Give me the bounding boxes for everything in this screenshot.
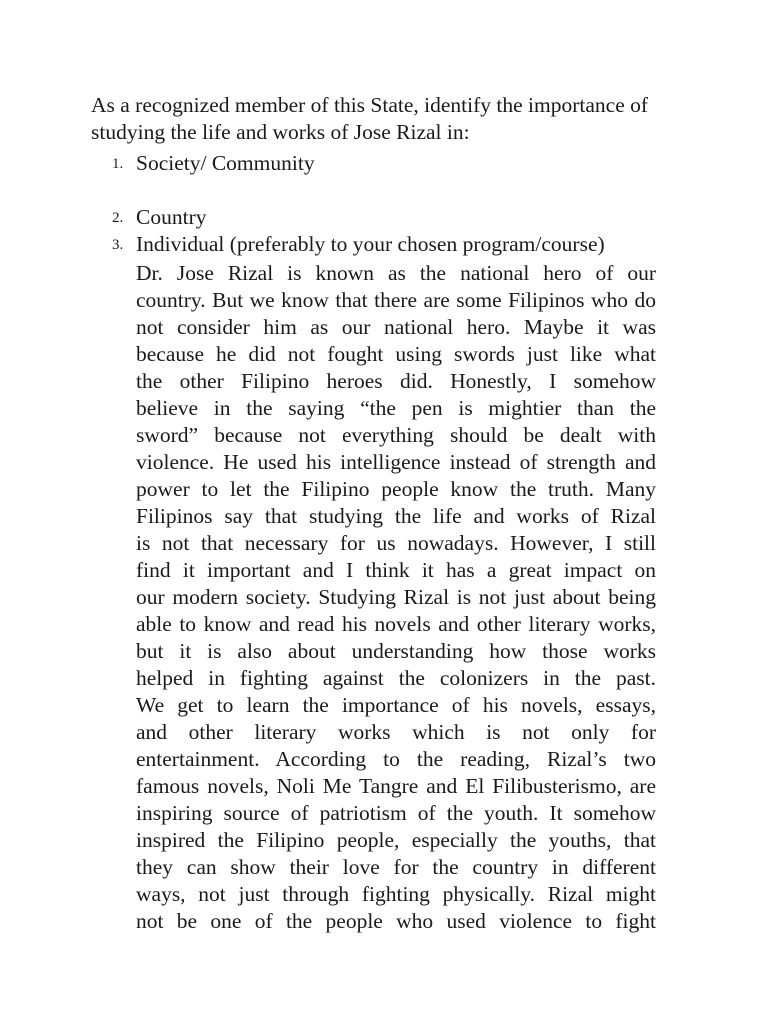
list-item-number: 3. (112, 237, 124, 253)
answer-line: our modern society. Studying Rizal is not just about being (136, 585, 656, 609)
answer-line: Filipinos say that studying the life and works of Rizal (136, 504, 656, 528)
answer-line: power to let the Filipino people know the truth. Many (136, 477, 656, 501)
answer-line: the other Filipino heroes did. Honestly, I somehow (136, 369, 656, 393)
answer-line: not consider him as our national hero. Maybe it was (136, 315, 656, 339)
answer-line: ways, not just through fighting physically. Rizal might (136, 882, 656, 906)
list-item-text: Country (136, 205, 207, 229)
question-prompt-line: As a recognized member of this State, identify the importance of (91, 93, 649, 117)
answer-line: famous novels, Noli Me Tangre and El Filibusterismo, are (136, 774, 656, 798)
answer-line: violence. He used his intelligence instead of strength and (136, 450, 656, 474)
question-prompt (91, 92, 701, 146)
answer-line: but it is also about understanding how those works (136, 639, 656, 663)
question-prompt-line: studying the life and works of Jose Rizal in: (91, 120, 470, 144)
answer-line: they can show their love for the country in different (136, 855, 656, 879)
answer-line: inspiring source of patriotism of the youth. It somehow (136, 801, 656, 825)
list-item-number: 1. (112, 156, 124, 172)
answer-line: not be one of the people who used violence to fight (136, 909, 656, 933)
answer-line: inspired the Filipino people, especially the youths, that (136, 828, 656, 852)
answer-line: sword” because not everything should be dealt with (136, 423, 656, 447)
list-item-text: Society/ Community (136, 151, 315, 175)
answer-line: able to know and read his novels and other literary works, (136, 612, 656, 636)
answer-line: find it important and I think it has a great impact on (136, 558, 656, 582)
list-item-text: Individual (preferably to your chosen program/course) (136, 232, 605, 256)
answer-line: entertainment. According to the reading, Rizal’s two (136, 747, 656, 771)
answer-line: Dr. Jose Rizal is known as the national hero of our (136, 261, 656, 285)
answer-paragraph (136, 260, 656, 935)
answer-line: because he did not fought using swords just like what (136, 342, 656, 366)
answer-line: believe in the saying “the pen is mightier than the (136, 396, 656, 420)
answer-line: We get to learn the importance of his novels, essays, (136, 693, 656, 717)
answer-line: helped in fighting against the colonizers in the past. (136, 666, 656, 690)
answer-line: country. But we know that there are some Filipinos who do (136, 288, 656, 312)
answer-line: is not that necessary for us nowadays. However, I still (136, 531, 656, 555)
answer-line: and other literary works which is not only for (136, 720, 656, 744)
list-item-number: 2. (112, 210, 124, 226)
